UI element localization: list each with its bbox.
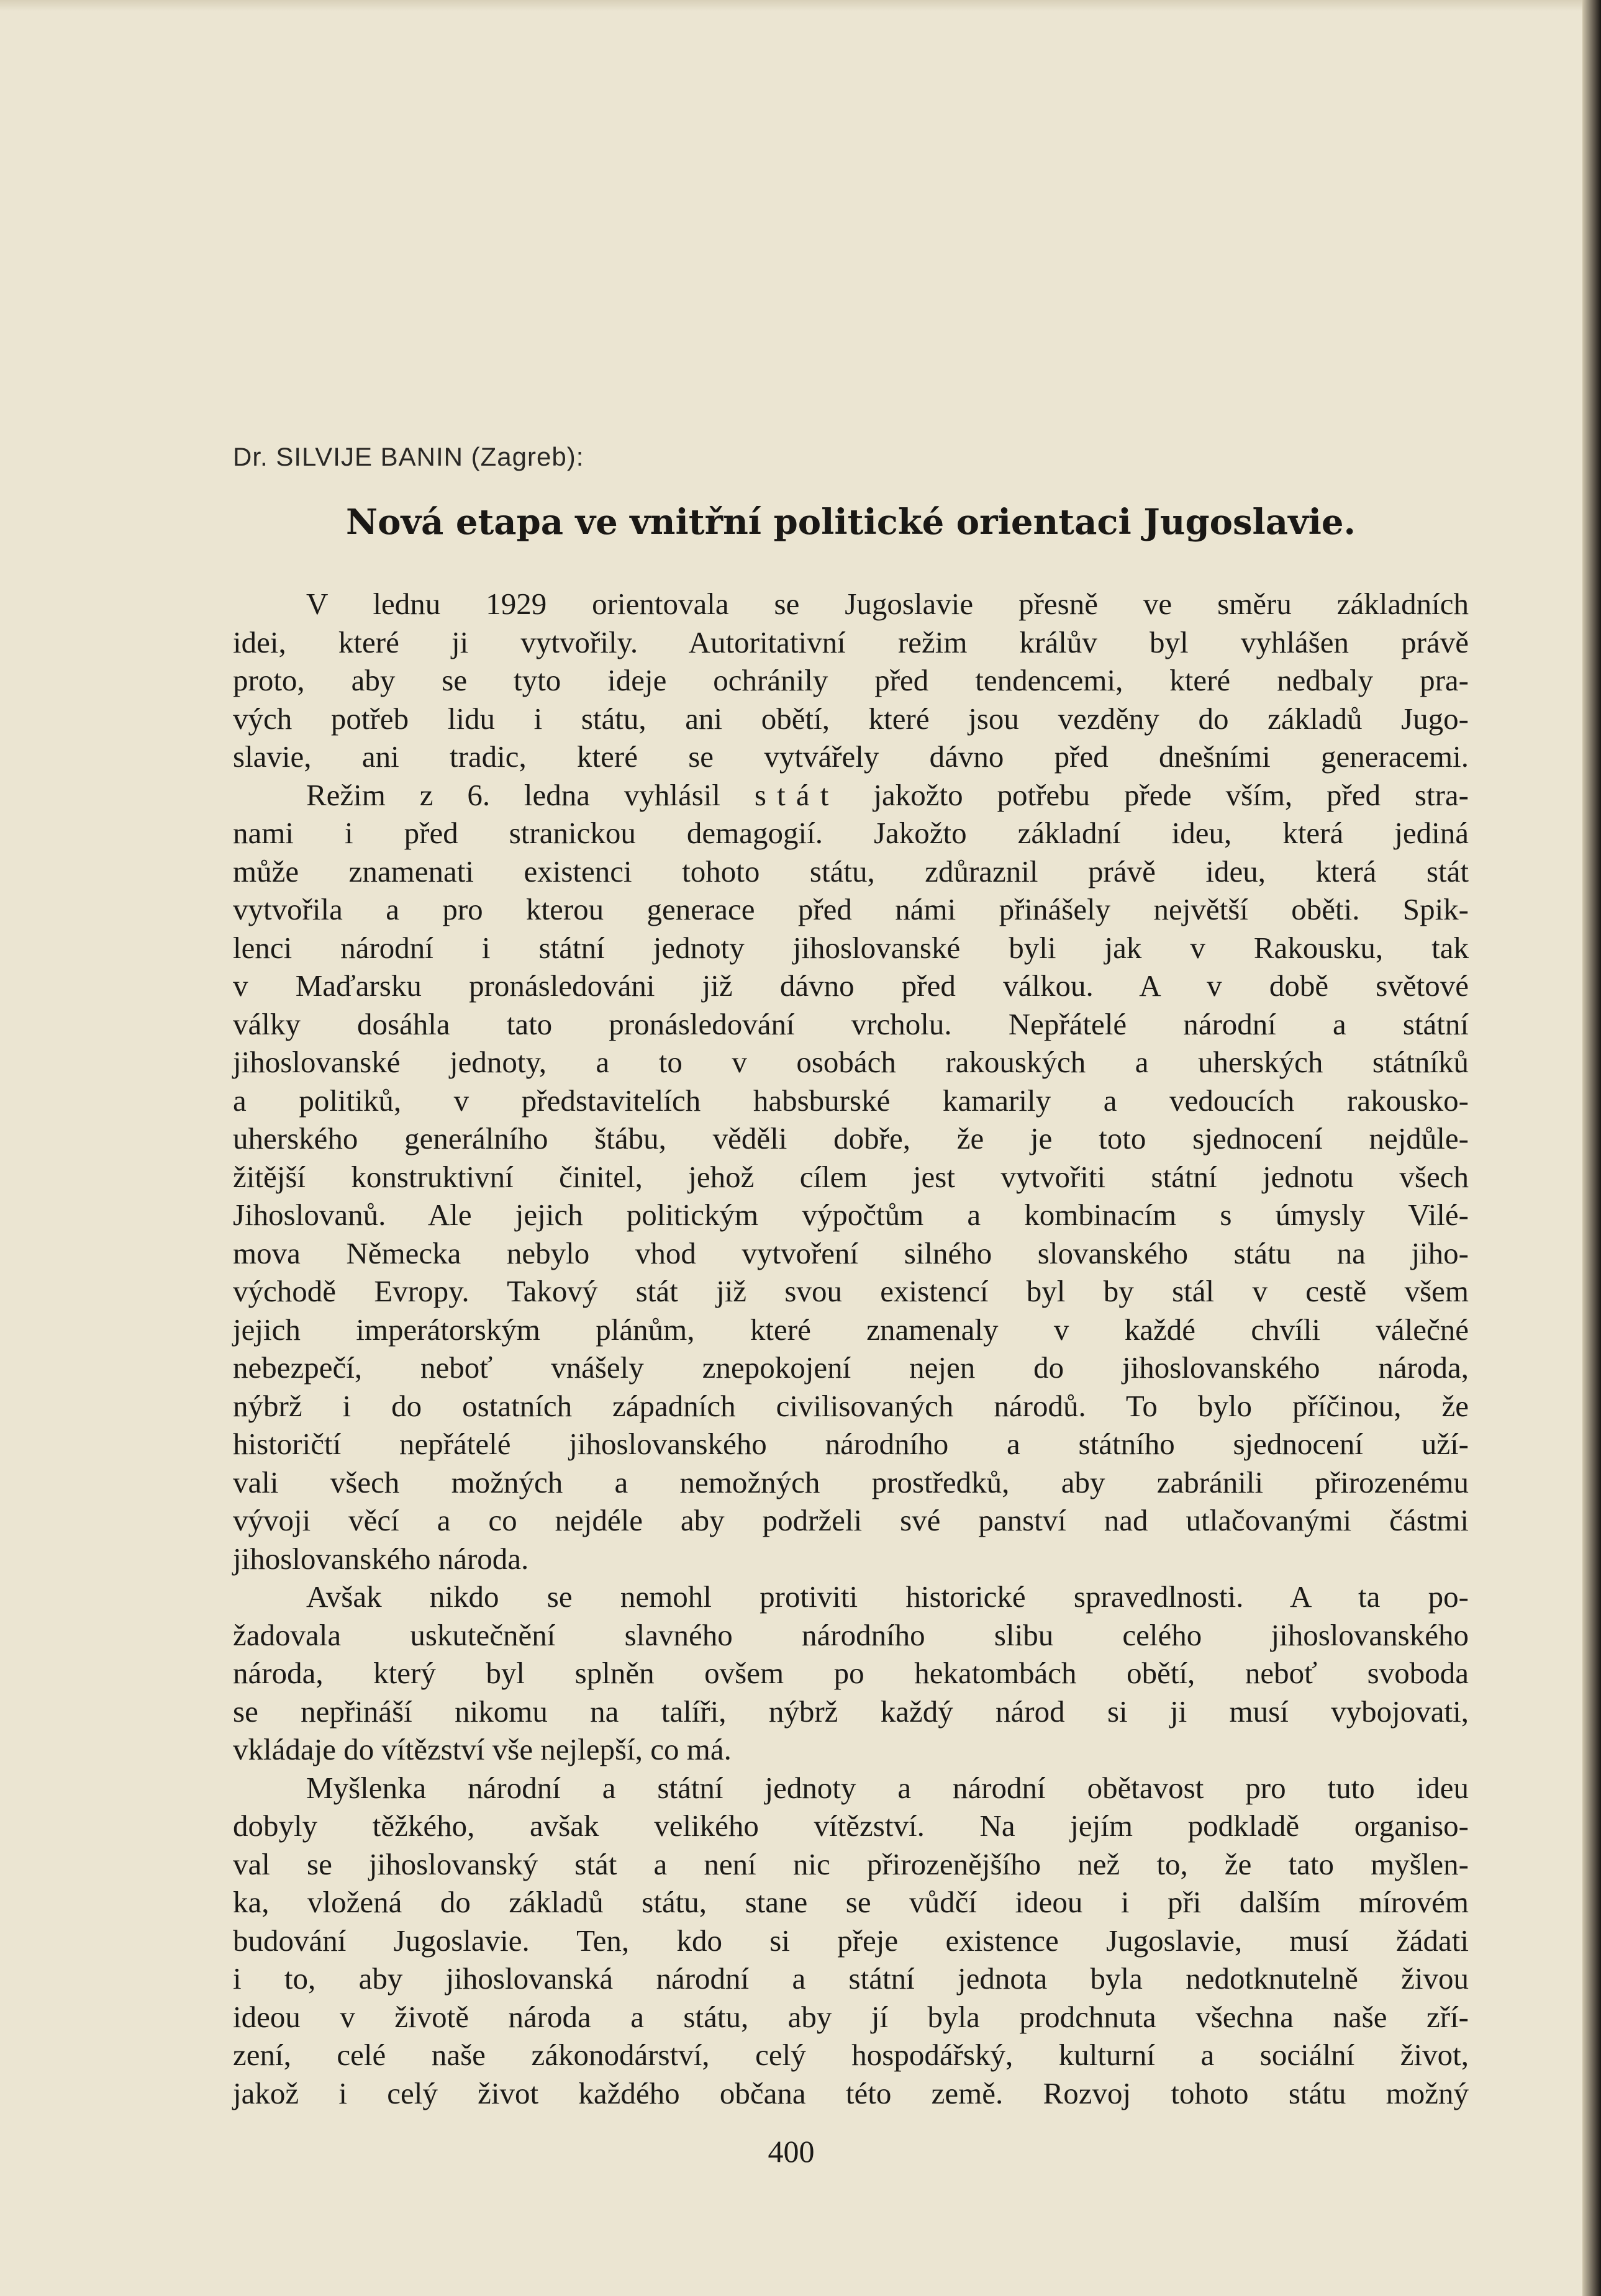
- text-line: slavie, ani tradic, které se vytvářely dávno před dnešními generacemi.: [233, 739, 1469, 774]
- page-binding-edge: [1582, 0, 1601, 2296]
- text-line: val se jihoslovanský stát a není nic přirozenějšího než to, že tato myšlen-: [233, 1846, 1469, 1881]
- text-line: Jihoslovanů. Ale jejich politickým výpočtům a kombinacím s úmysly Vilé-: [233, 1198, 1469, 1232]
- text-line: vývoji věcí a co nejdéle aby podrželi své panství nad utlačovanými částmi: [233, 1503, 1469, 1537]
- paragraph-1: [233, 585, 1469, 1578]
- text-line: lenci národní i státní jednoty jihoslovanské byli jak v Rakousku, tak: [233, 930, 1469, 965]
- text-line: východě Evropy. Takový stát již svou existencí byl by stál v cestě všem: [233, 1274, 1469, 1308]
- text-line: idei, které ji vytvořily. Autoritativní režim králův byl vyhlášen právě: [233, 625, 1469, 659]
- text-line: V lednu 1929 orientovala se Jugoslavie přesně ve směru základních: [306, 587, 1469, 621]
- text-line: nebezpečí, neboť vnášely znepokojení nejen do jihoslovanského národa,: [233, 1350, 1469, 1385]
- text-line: jakož i celý život každého občana této země. Rozvoj tohoto státu možný: [233, 2076, 1469, 2110]
- text-line: žadovala uskutečnění slavného národního slibu celého jihoslovanského: [233, 1617, 1469, 1652]
- text-line: nýbrž i do ostatních západních civilisovaných národů. To bylo příčinou, že: [233, 1388, 1469, 1423]
- page-number: 400: [768, 2134, 815, 2169]
- text-line: historičtí nepřátelé jihoslovanského národního a státního sjednocení uží-: [233, 1427, 1469, 1461]
- text-line: národa, který byl splněn ovšem po hekatombách obětí, neboť svoboda: [233, 1656, 1469, 1690]
- text-line: války dosáhla tato pronásledování vrcholu. Nepřátelé národní a státní: [233, 1006, 1469, 1041]
- text-line: vých potřeb lidu i státu, ani obětí, které jsou vezděny do základů Jugo-: [233, 701, 1469, 736]
- text-line: jihoslovanské jednoty, a to v osobách rakouských a uherských státníků: [233, 1045, 1469, 1079]
- text-line: vytvořila a pro kterou generace před námi přinášely největší oběti. Spik-: [233, 892, 1469, 926]
- text-line: dobyly těžkého, avšak velikého vítězství. Na jejím podkladě organiso-: [233, 1809, 1469, 1843]
- article-body: [233, 585, 1469, 2112]
- text-line: jejich imperátorským plánům, které znamenaly v každé chvíli válečné: [233, 1312, 1469, 1347]
- text-line: zení, celé naše zákonodárství, celý hospodářský, kulturní a sociální život,: [233, 2038, 1469, 2072]
- text-line: i to, aby jihoslovanská národní a státní jednota byla nedotknutelně živou: [233, 1961, 1469, 1995]
- emphasized-word: stát: [754, 777, 840, 812]
- text-line: Avšak nikdo se nemohl protiviti historické spravedlnosti. A ta po-: [306, 1580, 1469, 1614]
- page-top-edge: [0, 0, 1582, 11]
- text-line: se nepřináší nikomu na talíři, nýbrž každý národ si ji musí vybojovati,: [233, 1694, 1469, 1729]
- text-line: žitější konstruktivní činitel, jehož cílem jest vytvořiti státní jednotu všech: [233, 1159, 1469, 1194]
- text-line: jihoslovanského národa.: [233, 1541, 529, 1576]
- text-line: vali všech možných a nemožných prostředků, aby zabránili přirozenému: [233, 1465, 1469, 1499]
- article-title: Nová etapa ve vnitřní politické orientaci Jugoslavie.: [345, 502, 1356, 543]
- text-line: může znamenati existenci tohoto státu, zdůraznil právě ideu, která stát: [233, 854, 1469, 888]
- text-line: [233, 776, 1469, 815]
- author-line: Dr. SILVIJE BANIN (Zagreb):: [233, 442, 584, 471]
- text-line: a politiků, v představitelích habsburské kamarily a vedoucích rakousko-: [233, 1083, 1469, 1118]
- paragraph-2: [233, 1578, 1469, 1769]
- text-line: vkládaje do vítězství vše nejlepší, co má.: [233, 1732, 732, 1766]
- text-line: ka, vložená do základů státu, stane se vůdčí ideou i při dalším mírovém: [233, 1885, 1469, 1919]
- text-line: budování Jugoslavie. Ten, kdo si přeje existence Jugoslavie, musí žádati: [233, 1923, 1469, 1958]
- text-line: Myšlenka národní a státní jednoty a národní obětavost pro tuto ideu: [306, 1770, 1469, 1805]
- text-line-segment: Režim z 6. ledna vyhlásil: [306, 777, 721, 812]
- text-line: mova Německa nebylo vhod vytvoření silného slovanského státu na jiho-: [233, 1236, 1469, 1270]
- paragraph-3: [233, 1769, 1469, 2113]
- text-line-segment: jakožto potřebu přede vším, před stra-: [873, 777, 1469, 812]
- text-line: proto, aby se tyto ideje ochránily před tendencemi, které nedbaly pra-: [233, 663, 1469, 697]
- text-line: v Maďarsku pronásledováni již dávno před válkou. A v době světové: [233, 969, 1469, 1003]
- text-line: nami i před stranickou demagogií. Jakožto základní ideu, která jediná: [233, 816, 1469, 850]
- text-line: uherského generálního štábu, věděli dobře, že je toto sjednocení nejdůle-: [233, 1121, 1469, 1155]
- text-line: ideou v životě národa a státu, aby jí byla prodchnuta všechna naše zří-: [233, 1999, 1469, 2034]
